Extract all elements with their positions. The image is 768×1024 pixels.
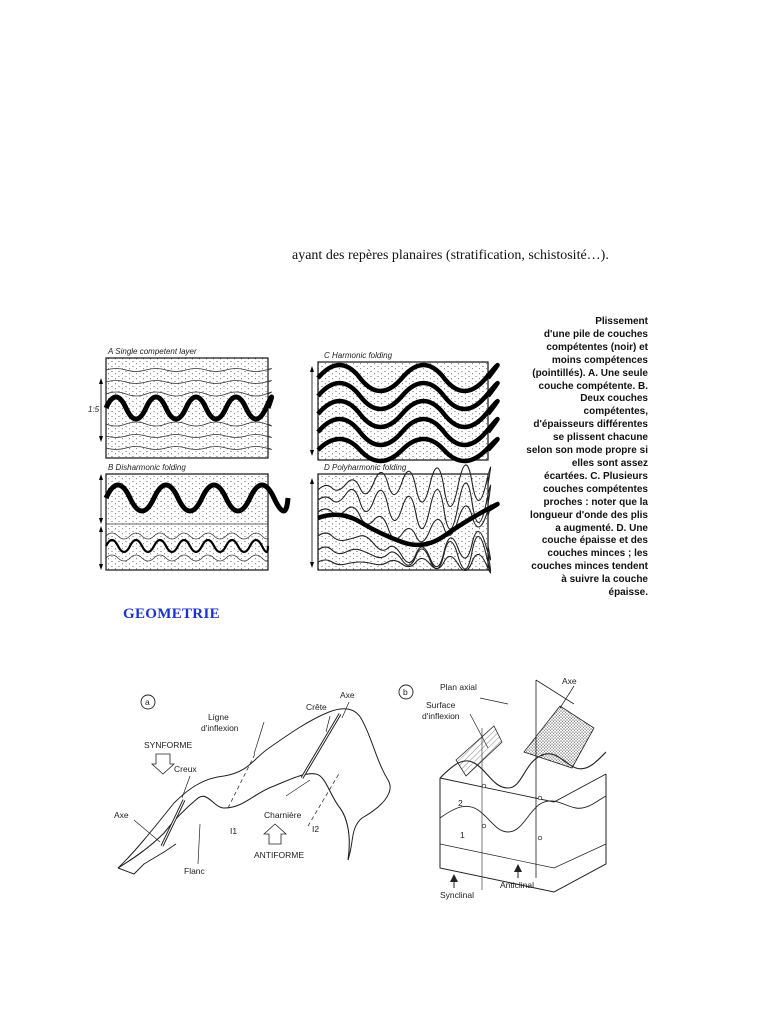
caption-line: (pointillés). A. Une seule (532, 367, 648, 379)
caption-line: compétentes (noir) et (546, 341, 648, 353)
caption-line: à suivre la couche (561, 574, 648, 586)
caption-line: épaisse. (608, 587, 648, 599)
panel-a-caption: A Single competent layer (108, 347, 197, 356)
label-axe-left: Axe (114, 810, 129, 820)
panel-letter-a: a (145, 697, 150, 707)
panel-c-caption: C Harmonic folding (324, 351, 393, 360)
panel-d (310, 465, 498, 573)
label-anticlinal: Anticlinal (500, 880, 535, 890)
intro-text: ayant des repères planaires (stratification, schistosité…). (292, 248, 609, 263)
caption-line: selon son mode propre si (526, 445, 648, 457)
label-surface: Surface (426, 700, 456, 710)
panel-d-caption: D Polyharmonic folding (324, 463, 407, 472)
caption-line: a augmenté. D. Une (555, 522, 648, 534)
panel-b-caption: B Disharmonic folding (108, 463, 186, 472)
fold-block-diagram (399, 676, 606, 900)
panel-a (88, 358, 272, 458)
caption-line: couches compétentes (542, 483, 648, 495)
panel-letter-b: b (403, 687, 408, 697)
label-crete: Crête (306, 702, 327, 712)
label-ligne: Ligne (208, 712, 229, 722)
caption-line: moins compétences (551, 354, 648, 366)
label-layer-2: 2 (458, 798, 463, 808)
label-creux: Creux (174, 764, 197, 774)
label-synclinal: Synclinal (440, 890, 475, 900)
label-dinflexion: d'inflexion (201, 723, 239, 733)
caption-line: d'épaisseurs différentes (533, 419, 648, 431)
caption-line: écartées. C. Plusieurs (544, 470, 648, 482)
label-synforme: SYNFORME (144, 740, 193, 750)
label-plan-axial: Plan axial (440, 682, 477, 692)
caption-line: se plissent chacune (552, 432, 648, 444)
label-antiforme: ANTIFORME (254, 850, 305, 860)
caption-line: elles sont assez (571, 457, 648, 469)
caption-line: d'une pile de couches (543, 328, 648, 340)
label-i1: I1 (230, 826, 238, 836)
label-axe-right: Axe (562, 676, 577, 686)
folding-figure (88, 340, 496, 572)
label-flanc: Flanc (184, 866, 205, 876)
label-surface-inflexion: d'inflexion (422, 711, 460, 721)
label-axe-top: Axe (340, 690, 355, 700)
label-i2: I2 (312, 824, 320, 834)
caption-line: Deux couches (580, 393, 648, 405)
caption-line: couches minces tendent (531, 561, 648, 573)
caption-line: longueur d'onde des plis (530, 509, 648, 521)
fold-surface-diagram (114, 690, 390, 876)
caption-line: compétentes, (583, 406, 648, 418)
caption-line: couches minces ; les (547, 548, 648, 560)
caption-line: couche épaisse et des (541, 535, 648, 547)
label-charniere: Charnière (264, 810, 302, 820)
panel-c (310, 362, 498, 461)
arrow-down-icon (152, 754, 174, 774)
scale-label: 1:5 (88, 405, 100, 414)
figure-caption (512, 316, 648, 600)
label-layer-1: 1 (460, 830, 465, 840)
panel-b (99, 474, 288, 570)
caption-line: couche compétente. B. (538, 380, 648, 392)
section-title: GEOMETRIE (123, 606, 220, 622)
arrow-up-icon (264, 824, 286, 844)
geometry-figure (104, 668, 624, 908)
caption-line: proches : noter que la (543, 496, 648, 508)
caption-line: Plissement (595, 316, 648, 327)
